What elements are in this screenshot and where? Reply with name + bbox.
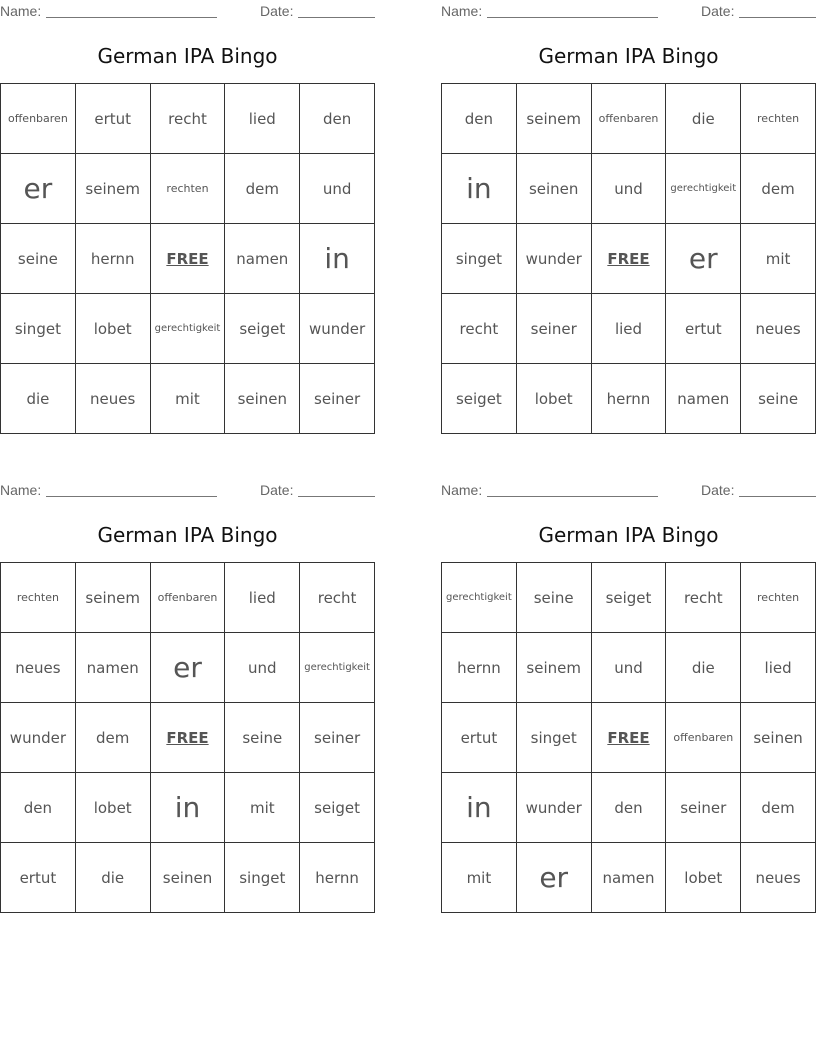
date-blank-line <box>739 17 816 18</box>
bingo-cell <box>76 563 151 633</box>
bingo-word: seiget <box>314 798 361 817</box>
bingo-word: mit <box>765 249 791 268</box>
bingo-cell <box>1 294 76 364</box>
bingo-cell <box>300 703 375 773</box>
bingo-cell <box>225 773 300 843</box>
bingo-word: ertut <box>684 319 722 338</box>
bingo-cell <box>225 294 300 364</box>
bingo-word: hernn <box>457 658 501 677</box>
bingo-word: ertut <box>460 728 498 747</box>
bingo-word: seinen <box>162 868 213 887</box>
bingo-cell <box>592 843 667 913</box>
bingo-cell <box>592 84 667 154</box>
bingo-word: mit <box>466 868 492 887</box>
bingo-cell <box>666 84 741 154</box>
bingo-word: recht <box>168 109 207 128</box>
date-blank-line <box>739 496 816 497</box>
bingo-cell <box>592 773 667 843</box>
bingo-word: rechten <box>166 182 209 195</box>
bingo-cell <box>592 294 667 364</box>
bingo-cell <box>666 633 741 703</box>
bingo-grid <box>441 562 816 913</box>
bingo-word: die <box>26 389 50 408</box>
free-space-cell <box>151 703 226 773</box>
free-space-label: FREE <box>166 728 209 747</box>
bingo-word: den <box>614 798 643 817</box>
bingo-cell <box>151 843 226 913</box>
bingo-cell <box>76 703 151 773</box>
date-label: Date: <box>701 3 735 19</box>
bingo-cell <box>300 633 375 703</box>
bingo-card <box>441 0 816 440</box>
bingo-word: recht <box>683 588 723 607</box>
card-header <box>0 2 375 20</box>
bingo-cell <box>741 364 816 434</box>
bingo-cell <box>300 364 375 434</box>
name-label: Name: <box>441 482 483 498</box>
bingo-cell <box>1 703 76 773</box>
date-label: Date: <box>260 3 294 19</box>
bingo-word: offenbaren <box>673 731 734 744</box>
bingo-cell <box>76 154 151 224</box>
bingo-word: seinem <box>85 588 140 607</box>
bingo-card <box>0 479 375 919</box>
bingo-cell <box>1 633 76 703</box>
bingo-cell <box>76 84 151 154</box>
bingo-cell <box>666 773 741 843</box>
bingo-cell <box>517 294 592 364</box>
bingo-cell <box>741 294 816 364</box>
bingo-cell <box>517 773 592 843</box>
bingo-cell <box>151 364 226 434</box>
bingo-word: lied <box>764 658 792 677</box>
bingo-word: seine <box>17 249 58 268</box>
bingo-word: den <box>23 798 53 817</box>
bingo-cell <box>76 843 151 913</box>
card-title: German IPA Bingo <box>97 523 278 547</box>
bingo-cell <box>300 563 375 633</box>
bingo-cell <box>517 563 592 633</box>
date-blank-line <box>298 17 375 18</box>
bingo-word: gerechtigkeit <box>446 592 512 603</box>
bingo-word: singet <box>239 868 286 887</box>
bingo-word: seinen <box>753 728 803 747</box>
bingo-cell <box>592 364 667 434</box>
bingo-word: namen <box>236 249 289 268</box>
bingo-word: und <box>614 179 643 198</box>
bingo-word: lobet <box>93 798 132 817</box>
bingo-cell <box>151 563 226 633</box>
bingo-word: gerechtigkeit <box>304 662 370 673</box>
bingo-word: er <box>539 861 569 894</box>
bingo-cell <box>517 84 592 154</box>
card-title: German IPA Bingo <box>538 44 719 68</box>
bingo-cell <box>741 154 816 224</box>
bingo-cell <box>442 224 517 294</box>
bingo-word: rechten <box>757 112 800 125</box>
bingo-cell <box>300 224 375 294</box>
bingo-word: seiner <box>314 728 361 747</box>
bingo-word: hernn <box>606 389 651 408</box>
bingo-word: dem <box>761 179 795 198</box>
bingo-word: seine <box>758 389 799 408</box>
bingo-cell <box>442 84 517 154</box>
bingo-cell <box>741 703 816 773</box>
bingo-cell <box>666 563 741 633</box>
bingo-word: seinem <box>526 658 581 677</box>
bingo-word: namen <box>677 389 730 408</box>
bingo-cell <box>442 703 517 773</box>
bingo-cell <box>592 633 667 703</box>
bingo-word: den <box>464 109 494 128</box>
bingo-cell <box>76 364 151 434</box>
bingo-cell <box>442 563 517 633</box>
bingo-cell <box>225 703 300 773</box>
bingo-word: wunder <box>9 728 66 747</box>
bingo-word: er <box>23 172 53 205</box>
bingo-cell <box>1 364 76 434</box>
card-header <box>441 481 816 499</box>
bingo-cell <box>741 773 816 843</box>
bingo-cell <box>442 154 517 224</box>
name-blank-line <box>487 496 658 497</box>
bingo-cell <box>517 703 592 773</box>
bingo-cell <box>666 294 741 364</box>
bingo-word: gerechtigkeit <box>670 183 737 194</box>
bingo-word: seine <box>533 588 574 607</box>
bingo-word: offenbaren <box>157 591 218 604</box>
bingo-word: singet <box>455 249 502 268</box>
bingo-word: singet <box>14 319 61 338</box>
bingo-word: er <box>173 651 202 684</box>
card-header <box>441 2 816 20</box>
bingo-word: dem <box>761 798 795 817</box>
bingo-word: in <box>174 791 201 824</box>
bingo-cell <box>442 633 517 703</box>
bingo-cell <box>300 294 375 364</box>
bingo-cell <box>741 633 816 703</box>
card-title: German IPA Bingo <box>97 44 278 68</box>
bingo-word: neues <box>15 658 61 677</box>
bingo-cell <box>1 84 76 154</box>
bingo-word: rechten <box>757 591 800 604</box>
bingo-word: neues <box>755 868 801 887</box>
bingo-word: hernn <box>90 249 135 268</box>
free-space-cell <box>151 224 226 294</box>
bingo-cell <box>592 154 667 224</box>
bingo-word: seiner <box>680 798 727 817</box>
bingo-word: und <box>248 658 277 677</box>
bingo-word: seiner <box>530 319 577 338</box>
date-label: Date: <box>260 482 294 498</box>
bingo-cell <box>592 563 667 633</box>
bingo-card <box>441 479 816 919</box>
bingo-word: seiget <box>455 389 502 408</box>
bingo-grid <box>0 562 375 913</box>
date-blank-line <box>298 496 375 497</box>
free-space-label: FREE <box>607 249 650 268</box>
bingo-word: die <box>101 868 125 887</box>
bingo-word: seinen <box>237 389 288 408</box>
bingo-word: wunder <box>525 798 582 817</box>
bingo-cell <box>300 154 375 224</box>
bingo-word: seinem <box>526 109 581 128</box>
free-space-label: FREE <box>607 728 650 747</box>
bingo-word: lobet <box>93 319 132 338</box>
free-space-label: FREE <box>166 249 209 268</box>
date-label: Date: <box>701 482 735 498</box>
bingo-word: lied <box>248 588 276 607</box>
bingo-cell <box>666 843 741 913</box>
bingo-cell <box>741 224 816 294</box>
bingo-word: neues <box>755 319 801 338</box>
bingo-cell <box>225 84 300 154</box>
card-header <box>0 481 375 499</box>
bingo-cell <box>517 224 592 294</box>
bingo-cell <box>666 154 741 224</box>
bingo-cell <box>76 294 151 364</box>
bingo-cell <box>151 773 226 843</box>
bingo-cell <box>76 773 151 843</box>
name-label: Name: <box>0 482 42 498</box>
bingo-word: offenbaren <box>598 112 659 125</box>
bingo-word: seiget <box>239 319 286 338</box>
bingo-word: lied <box>248 109 276 128</box>
bingo-word: dem <box>96 728 130 747</box>
bingo-cell <box>442 364 517 434</box>
bingo-cell <box>1 563 76 633</box>
bingo-cell <box>76 224 151 294</box>
bingo-word: singet <box>530 728 577 747</box>
name-blank-line <box>46 496 217 497</box>
bingo-cell <box>151 154 226 224</box>
bingo-card <box>0 0 375 440</box>
bingo-word: neues <box>90 389 136 408</box>
bingo-cell <box>300 84 375 154</box>
bingo-cell <box>517 633 592 703</box>
bingo-word: lobet <box>684 868 723 887</box>
bingo-cell <box>225 843 300 913</box>
free-space-cell <box>592 224 667 294</box>
bingo-cell <box>741 563 816 633</box>
bingo-cell <box>151 633 226 703</box>
bingo-cell <box>666 703 741 773</box>
bingo-word: rechten <box>16 591 59 604</box>
bingo-word: recht <box>317 588 357 607</box>
bingo-word: recht <box>459 319 499 338</box>
bingo-word: seinen <box>528 179 579 198</box>
bingo-cell <box>666 364 741 434</box>
bingo-cell <box>442 294 517 364</box>
bingo-cell <box>76 633 151 703</box>
bingo-word: wunder <box>525 249 582 268</box>
bingo-word: er <box>688 242 718 275</box>
name-label: Name: <box>0 3 42 19</box>
bingo-word: dem <box>245 179 279 198</box>
bingo-cell <box>151 294 226 364</box>
bingo-word: in <box>466 172 492 205</box>
bingo-cell <box>300 773 375 843</box>
bingo-word: hernn <box>315 868 359 887</box>
bingo-cell <box>1 224 76 294</box>
bingo-word: namen <box>602 868 655 887</box>
name-blank-line <box>46 17 217 18</box>
name-blank-line <box>487 17 658 18</box>
bingo-word: und <box>614 658 643 677</box>
bingo-cell <box>151 84 226 154</box>
bingo-cell <box>225 633 300 703</box>
bingo-word: wunder <box>308 319 366 338</box>
bingo-cell <box>442 773 517 843</box>
bingo-word: lobet <box>534 389 573 408</box>
bingo-cell <box>1 154 76 224</box>
bingo-word: mit <box>175 389 200 408</box>
bingo-word: namen <box>86 658 139 677</box>
bingo-word: den <box>322 109 352 128</box>
bingo-word: und <box>322 179 352 198</box>
bingo-word: ertut <box>19 868 57 887</box>
bingo-cell <box>741 84 816 154</box>
name-label: Name: <box>441 3 483 19</box>
bingo-cell <box>225 364 300 434</box>
bingo-cell <box>517 154 592 224</box>
bingo-word: seinem <box>85 179 140 198</box>
bingo-word: seiner <box>314 389 361 408</box>
bingo-cell <box>517 843 592 913</box>
bingo-word: ertut <box>94 109 132 128</box>
bingo-word: lied <box>614 319 643 338</box>
bingo-cell <box>1 843 76 913</box>
bingo-grid <box>441 83 816 434</box>
bingo-cell <box>225 563 300 633</box>
bingo-word: seine <box>242 728 283 747</box>
bingo-cell <box>517 364 592 434</box>
bingo-cell <box>225 154 300 224</box>
card-title: German IPA Bingo <box>538 523 719 547</box>
bingo-cell <box>300 843 375 913</box>
bingo-word: seiget <box>605 588 652 607</box>
bingo-cell <box>666 224 741 294</box>
bingo-cell <box>1 773 76 843</box>
bingo-word: die <box>691 658 715 677</box>
bingo-grid <box>0 83 375 434</box>
bingo-word: gerechtigkeit <box>154 323 221 334</box>
bingo-cell <box>741 843 816 913</box>
bingo-cell <box>442 843 517 913</box>
bingo-word: in <box>324 242 350 275</box>
bingo-word: offenbaren <box>8 112 68 125</box>
bingo-word: die <box>691 109 715 128</box>
bingo-word: in <box>466 791 492 824</box>
bingo-cell <box>225 224 300 294</box>
bingo-word: mit <box>249 798 275 817</box>
free-space-cell <box>592 703 667 773</box>
